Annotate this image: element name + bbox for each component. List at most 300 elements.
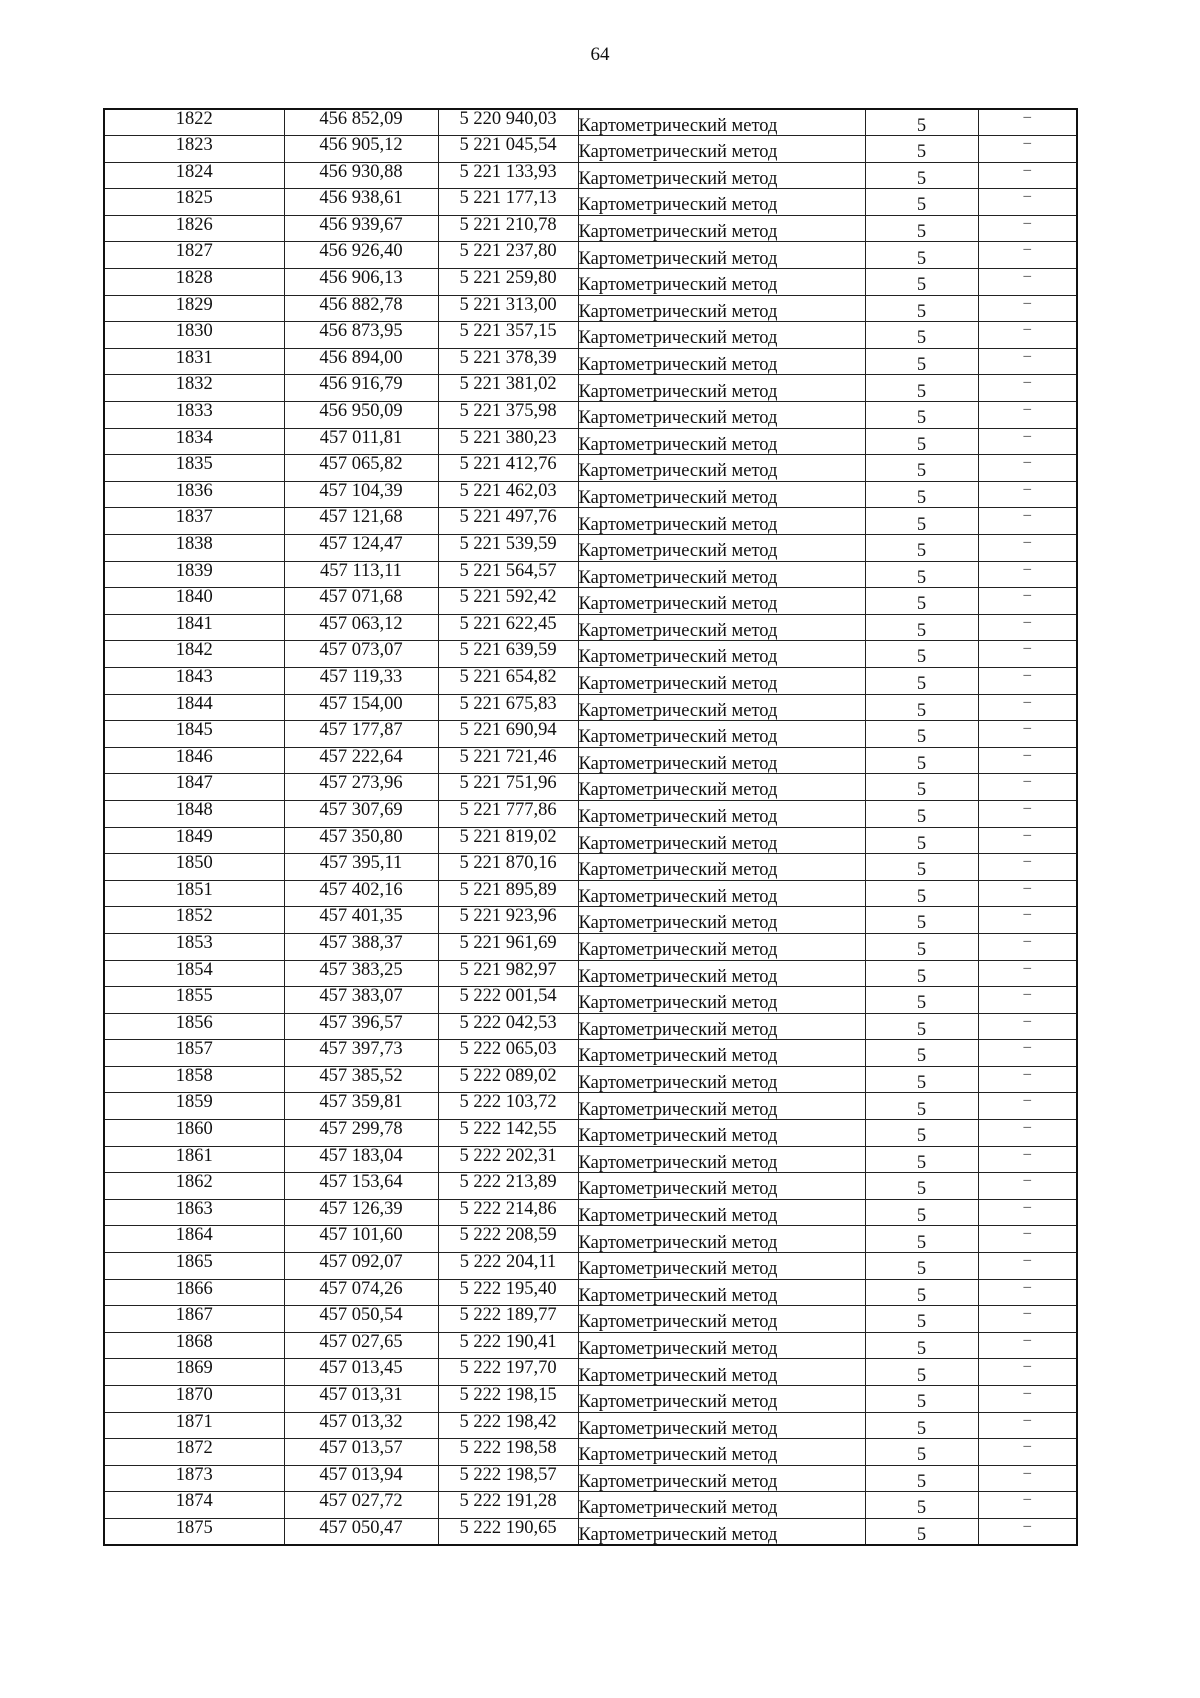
dash-cell: –: [978, 1253, 1077, 1280]
accuracy-cell: 5: [865, 189, 978, 216]
y-coordinate-cell: 5 221 639,59: [438, 641, 578, 668]
x-coordinate-cell: 457 383,07: [284, 987, 438, 1014]
y-coordinate-cell: 5 222 198,15: [438, 1386, 578, 1413]
dash-cell: –: [978, 136, 1077, 163]
y-coordinate-cell: 5 222 190,65: [438, 1518, 578, 1545]
y-coordinate-cell: 5 221 539,59: [438, 535, 578, 562]
method-cell: Картометрический метод: [578, 854, 865, 881]
table-row: [104, 747, 1077, 774]
x-coordinate-cell: 457 071,68: [284, 588, 438, 615]
dash-cell: –: [978, 189, 1077, 216]
method-cell: Картометрический метод: [578, 109, 865, 136]
table-row: [104, 481, 1077, 508]
dash-cell: –: [978, 987, 1077, 1014]
point-number-cell: 1841: [104, 614, 284, 641]
method-cell: Картометрический метод: [578, 189, 865, 216]
y-coordinate-cell: 5 221 313,00: [438, 295, 578, 322]
table-row: [104, 136, 1077, 163]
accuracy-cell: 5: [865, 508, 978, 535]
y-coordinate-cell: 5 222 214,86: [438, 1199, 578, 1226]
x-coordinate-cell: 457 359,81: [284, 1093, 438, 1120]
y-coordinate-cell: 5 221 961,69: [438, 933, 578, 960]
x-coordinate-cell: 456 916,79: [284, 375, 438, 402]
page-number: 64: [590, 44, 610, 65]
accuracy-cell: 5: [865, 1120, 978, 1147]
y-coordinate-cell: 5 221 870,16: [438, 854, 578, 881]
point-number-cell: 1836: [104, 481, 284, 508]
y-coordinate-cell: 5 222 198,57: [438, 1465, 578, 1492]
dash-cell: –: [978, 1066, 1077, 1093]
point-number-cell: 1864: [104, 1226, 284, 1253]
table-row: [104, 1253, 1077, 1280]
y-coordinate-cell: 5 221 462,03: [438, 481, 578, 508]
accuracy-cell: 5: [865, 1279, 978, 1306]
method-cell: Картометрический метод: [578, 721, 865, 748]
point-number-cell: 1828: [104, 269, 284, 296]
table-row: [104, 455, 1077, 482]
point-number-cell: 1837: [104, 508, 284, 535]
y-coordinate-cell: 5 222 089,02: [438, 1066, 578, 1093]
y-coordinate-cell: 5 221 592,42: [438, 588, 578, 615]
y-coordinate-cell: 5 221 237,80: [438, 242, 578, 269]
y-coordinate-cell: 5 221 751,96: [438, 774, 578, 801]
x-coordinate-cell: 457 113,11: [284, 561, 438, 588]
y-coordinate-cell: 5 221 045,54: [438, 136, 578, 163]
dash-cell: –: [978, 1226, 1077, 1253]
dash-cell: –: [978, 588, 1077, 615]
point-number-cell: 1827: [104, 242, 284, 269]
method-cell: Картометрический метод: [578, 162, 865, 189]
point-number-cell: 1826: [104, 215, 284, 242]
dash-cell: –: [978, 1332, 1077, 1359]
point-number-cell: 1855: [104, 987, 284, 1014]
accuracy-cell: 5: [865, 721, 978, 748]
x-coordinate-cell: 457 402,16: [284, 880, 438, 907]
table-row: [104, 641, 1077, 668]
method-cell: Картометрический метод: [578, 800, 865, 827]
dash-cell: –: [978, 721, 1077, 748]
dash-cell: –: [978, 561, 1077, 588]
table-row: [104, 1173, 1077, 1200]
dash-cell: –: [978, 1359, 1077, 1386]
method-cell: Картометрический метод: [578, 455, 865, 482]
x-coordinate-cell: 457 101,60: [284, 1226, 438, 1253]
table-row: [104, 588, 1077, 615]
y-coordinate-cell: 5 221 819,02: [438, 827, 578, 854]
x-coordinate-cell: 457 050,47: [284, 1518, 438, 1545]
y-coordinate-cell: 5 221 982,97: [438, 960, 578, 987]
table-row: [104, 1306, 1077, 1333]
table-row: [104, 162, 1077, 189]
accuracy-cell: 5: [865, 1173, 978, 1200]
y-coordinate-cell: 5 222 202,31: [438, 1146, 578, 1173]
accuracy-cell: 5: [865, 747, 978, 774]
point-number-cell: 1875: [104, 1518, 284, 1545]
table-row: [104, 1359, 1077, 1386]
x-coordinate-cell: 457 074,26: [284, 1279, 438, 1306]
dash-cell: –: [978, 322, 1077, 349]
dash-cell: –: [978, 1146, 1077, 1173]
x-coordinate-cell: 457 027,72: [284, 1492, 438, 1519]
table-row: [104, 348, 1077, 375]
point-number-cell: 1862: [104, 1173, 284, 1200]
point-number-cell: 1851: [104, 880, 284, 907]
dash-cell: –: [978, 1173, 1077, 1200]
point-number-cell: 1857: [104, 1040, 284, 1067]
y-coordinate-cell: 5 222 001,54: [438, 987, 578, 1014]
point-number-cell: 1848: [104, 800, 284, 827]
accuracy-cell: 5: [865, 535, 978, 562]
x-coordinate-cell: 457 011,81: [284, 428, 438, 455]
dash-cell: –: [978, 535, 1077, 562]
table-row: [104, 960, 1077, 987]
x-coordinate-cell: 456 939,67: [284, 215, 438, 242]
accuracy-cell: 5: [865, 614, 978, 641]
accuracy-cell: 5: [865, 1226, 978, 1253]
method-cell: Картометрический метод: [578, 1146, 865, 1173]
table-row: [104, 242, 1077, 269]
y-coordinate-cell: 5 221 177,13: [438, 189, 578, 216]
accuracy-cell: 5: [865, 375, 978, 402]
accuracy-cell: 5: [865, 854, 978, 881]
x-coordinate-cell: 457 013,32: [284, 1412, 438, 1439]
y-coordinate-cell: 5 221 497,76: [438, 508, 578, 535]
point-number-cell: 1834: [104, 428, 284, 455]
x-coordinate-cell: 456 882,78: [284, 295, 438, 322]
y-coordinate-cell: 5 221 381,02: [438, 375, 578, 402]
method-cell: Картометрический метод: [578, 907, 865, 934]
accuracy-cell: 5: [865, 481, 978, 508]
accuracy-cell: 5: [865, 588, 978, 615]
table-row: [104, 694, 1077, 721]
accuracy-cell: 5: [865, 1253, 978, 1280]
dash-cell: –: [978, 481, 1077, 508]
method-cell: Картометрический метод: [578, 1332, 865, 1359]
table-row: [104, 1439, 1077, 1466]
point-number-cell: 1822: [104, 109, 284, 136]
accuracy-cell: 5: [865, 1439, 978, 1466]
accuracy-cell: 5: [865, 1306, 978, 1333]
table-row: [104, 880, 1077, 907]
table-row: [104, 1332, 1077, 1359]
dash-cell: –: [978, 800, 1077, 827]
method-cell: Картометрический метод: [578, 1279, 865, 1306]
y-coordinate-cell: 5 221 259,80: [438, 269, 578, 296]
table-row: [104, 907, 1077, 934]
y-coordinate-cell: 5 221 675,83: [438, 694, 578, 721]
dash-cell: –: [978, 375, 1077, 402]
y-coordinate-cell: 5 222 065,03: [438, 1040, 578, 1067]
table-row: [104, 1518, 1077, 1545]
accuracy-cell: 5: [865, 907, 978, 934]
accuracy-cell: 5: [865, 1013, 978, 1040]
x-coordinate-cell: 457 395,11: [284, 854, 438, 881]
accuracy-cell: 5: [865, 1332, 978, 1359]
x-coordinate-cell: 457 013,94: [284, 1465, 438, 1492]
y-coordinate-cell: 5 221 375,98: [438, 402, 578, 429]
accuracy-cell: 5: [865, 295, 978, 322]
dash-cell: –: [978, 162, 1077, 189]
table-row: [104, 269, 1077, 296]
x-coordinate-cell: 456 894,00: [284, 348, 438, 375]
accuracy-cell: 5: [865, 215, 978, 242]
x-coordinate-cell: 457 397,73: [284, 1040, 438, 1067]
point-number-cell: 1839: [104, 561, 284, 588]
x-coordinate-cell: 457 104,39: [284, 481, 438, 508]
method-cell: Картометрический метод: [578, 1306, 865, 1333]
point-number-cell: 1840: [104, 588, 284, 615]
x-coordinate-cell: 456 905,12: [284, 136, 438, 163]
accuracy-cell: 5: [865, 348, 978, 375]
accuracy-cell: 5: [865, 1412, 978, 1439]
table-row: [104, 535, 1077, 562]
accuracy-cell: 5: [865, 455, 978, 482]
x-coordinate-cell: 457 050,54: [284, 1306, 438, 1333]
table-row: [104, 1040, 1077, 1067]
accuracy-cell: 5: [865, 242, 978, 269]
y-coordinate-cell: 5 221 721,46: [438, 747, 578, 774]
point-number-cell: 1858: [104, 1066, 284, 1093]
x-coordinate-cell: 457 177,87: [284, 721, 438, 748]
method-cell: Картометрический метод: [578, 1465, 865, 1492]
accuracy-cell: 5: [865, 880, 978, 907]
table-row: [104, 827, 1077, 854]
table-row: [104, 1146, 1077, 1173]
x-coordinate-cell: 457 350,80: [284, 827, 438, 854]
x-coordinate-cell: 457 065,82: [284, 455, 438, 482]
point-number-cell: 1867: [104, 1306, 284, 1333]
point-number-cell: 1835: [104, 455, 284, 482]
method-cell: Картометрический метод: [578, 215, 865, 242]
point-number-cell: 1842: [104, 641, 284, 668]
point-number-cell: 1874: [104, 1492, 284, 1519]
method-cell: Картометрический метод: [578, 880, 865, 907]
point-number-cell: 1859: [104, 1093, 284, 1120]
table-row: [104, 428, 1077, 455]
accuracy-cell: 5: [865, 1199, 978, 1226]
dash-cell: –: [978, 1013, 1077, 1040]
x-coordinate-cell: 457 124,47: [284, 535, 438, 562]
x-coordinate-cell: 457 027,65: [284, 1332, 438, 1359]
y-coordinate-cell: 5 222 189,77: [438, 1306, 578, 1333]
dash-cell: –: [978, 747, 1077, 774]
dash-cell: –: [978, 1412, 1077, 1439]
accuracy-cell: 5: [865, 694, 978, 721]
x-coordinate-cell: 457 092,07: [284, 1253, 438, 1280]
dash-cell: –: [978, 614, 1077, 641]
x-coordinate-cell: 457 126,39: [284, 1199, 438, 1226]
coordinates-table-body: [104, 109, 1077, 1545]
method-cell: Картометрический метод: [578, 481, 865, 508]
y-coordinate-cell: 5 221 412,76: [438, 455, 578, 482]
point-number-cell: 1861: [104, 1146, 284, 1173]
table-row: [104, 1279, 1077, 1306]
method-cell: Картометрический метод: [578, 1173, 865, 1200]
accuracy-cell: 5: [865, 1359, 978, 1386]
x-coordinate-cell: 457 013,57: [284, 1439, 438, 1466]
y-coordinate-cell: 5 222 103,72: [438, 1093, 578, 1120]
x-coordinate-cell: 457 119,33: [284, 667, 438, 694]
accuracy-cell: 5: [865, 1066, 978, 1093]
accuracy-cell: 5: [865, 322, 978, 349]
table-row: [104, 800, 1077, 827]
x-coordinate-cell: 457 383,25: [284, 960, 438, 987]
method-cell: Картометрический метод: [578, 269, 865, 296]
point-number-cell: 1833: [104, 402, 284, 429]
method-cell: Картометрический метод: [578, 774, 865, 801]
dash-cell: –: [978, 1386, 1077, 1413]
method-cell: Картометрический метод: [578, 1253, 865, 1280]
y-coordinate-cell: 5 222 198,58: [438, 1439, 578, 1466]
x-coordinate-cell: 457 183,04: [284, 1146, 438, 1173]
point-number-cell: 1832: [104, 375, 284, 402]
y-coordinate-cell: 5 221 690,94: [438, 721, 578, 748]
method-cell: Картометрический метод: [578, 667, 865, 694]
table-row: [104, 215, 1077, 242]
x-coordinate-cell: 456 938,61: [284, 189, 438, 216]
y-coordinate-cell: 5 222 190,41: [438, 1332, 578, 1359]
method-cell: Картометрический метод: [578, 1066, 865, 1093]
dash-cell: –: [978, 1199, 1077, 1226]
point-number-cell: 1849: [104, 827, 284, 854]
method-cell: Картометрический метод: [578, 1359, 865, 1386]
y-coordinate-cell: 5 222 142,55: [438, 1120, 578, 1147]
accuracy-cell: 5: [865, 1093, 978, 1120]
table-row: [104, 1226, 1077, 1253]
accuracy-cell: 5: [865, 800, 978, 827]
table-row: [104, 721, 1077, 748]
table-row: [104, 189, 1077, 216]
table-row: [104, 402, 1077, 429]
dash-cell: –: [978, 641, 1077, 668]
method-cell: Картометрический метод: [578, 1386, 865, 1413]
method-cell: Картометрический метод: [578, 428, 865, 455]
x-coordinate-cell: 457 063,12: [284, 614, 438, 641]
dash-cell: –: [978, 1093, 1077, 1120]
y-coordinate-cell: 5 220 940,03: [438, 109, 578, 136]
dash-cell: –: [978, 907, 1077, 934]
method-cell: Картометрический метод: [578, 1040, 865, 1067]
method-cell: Картометрический метод: [578, 242, 865, 269]
point-number-cell: 1868: [104, 1332, 284, 1359]
table-row: [104, 1093, 1077, 1120]
x-coordinate-cell: 457 396,57: [284, 1013, 438, 1040]
point-number-cell: 1871: [104, 1412, 284, 1439]
x-coordinate-cell: 457 307,69: [284, 800, 438, 827]
y-coordinate-cell: 5 222 042,53: [438, 1013, 578, 1040]
y-coordinate-cell: 5 222 208,59: [438, 1226, 578, 1253]
method-cell: Картометрический метод: [578, 614, 865, 641]
accuracy-cell: 5: [865, 827, 978, 854]
point-number-cell: 1856: [104, 1013, 284, 1040]
point-number-cell: 1846: [104, 747, 284, 774]
method-cell: Картометрический метод: [578, 375, 865, 402]
x-coordinate-cell: 456 926,40: [284, 242, 438, 269]
point-number-cell: 1854: [104, 960, 284, 987]
point-number-cell: 1863: [104, 1199, 284, 1226]
point-number-cell: 1847: [104, 774, 284, 801]
accuracy-cell: 5: [865, 561, 978, 588]
method-cell: Картометрический метод: [578, 1093, 865, 1120]
x-coordinate-cell: 457 299,78: [284, 1120, 438, 1147]
dash-cell: –: [978, 694, 1077, 721]
method-cell: Картометрический метод: [578, 588, 865, 615]
accuracy-cell: 5: [865, 428, 978, 455]
method-cell: Картометрический метод: [578, 1518, 865, 1545]
method-cell: Картометрический метод: [578, 933, 865, 960]
point-number-cell: 1844: [104, 694, 284, 721]
method-cell: Картометрический метод: [578, 561, 865, 588]
dash-cell: –: [978, 1120, 1077, 1147]
x-coordinate-cell: 457 401,35: [284, 907, 438, 934]
dash-cell: –: [978, 295, 1077, 322]
accuracy-cell: 5: [865, 774, 978, 801]
coordinates-table: [103, 108, 1078, 1546]
point-number-cell: 1873: [104, 1465, 284, 1492]
table-row: [104, 1120, 1077, 1147]
dash-cell: –: [978, 109, 1077, 136]
method-cell: Картометрический метод: [578, 827, 865, 854]
x-coordinate-cell: 456 930,88: [284, 162, 438, 189]
table-row: [104, 1412, 1077, 1439]
point-number-cell: 1829: [104, 295, 284, 322]
method-cell: Картометрический метод: [578, 960, 865, 987]
method-cell: Картометрический метод: [578, 747, 865, 774]
x-coordinate-cell: 457 273,96: [284, 774, 438, 801]
x-coordinate-cell: 457 154,00: [284, 694, 438, 721]
x-coordinate-cell: 456 906,13: [284, 269, 438, 296]
y-coordinate-cell: 5 221 895,89: [438, 880, 578, 907]
point-number-cell: 1869: [104, 1359, 284, 1386]
dash-cell: –: [978, 854, 1077, 881]
method-cell: Картометрический метод: [578, 987, 865, 1014]
x-coordinate-cell: 456 950,09: [284, 402, 438, 429]
dash-cell: –: [978, 508, 1077, 535]
dash-cell: –: [978, 242, 1077, 269]
dash-cell: –: [978, 455, 1077, 482]
method-cell: Картометрический метод: [578, 535, 865, 562]
table-row: [104, 854, 1077, 881]
x-coordinate-cell: 457 013,45: [284, 1359, 438, 1386]
point-number-cell: 1860: [104, 1120, 284, 1147]
dash-cell: –: [978, 1279, 1077, 1306]
dash-cell: –: [978, 1040, 1077, 1067]
table-row: [104, 1066, 1077, 1093]
y-coordinate-cell: 5 222 197,70: [438, 1359, 578, 1386]
y-coordinate-cell: 5 222 195,40: [438, 1279, 578, 1306]
dash-cell: –: [978, 667, 1077, 694]
dash-cell: –: [978, 880, 1077, 907]
accuracy-cell: 5: [865, 667, 978, 694]
accuracy-cell: 5: [865, 162, 978, 189]
method-cell: Картометрический метод: [578, 295, 865, 322]
table-row: [104, 1465, 1077, 1492]
point-number-cell: 1870: [104, 1386, 284, 1413]
y-coordinate-cell: 5 221 378,39: [438, 348, 578, 375]
dash-cell: –: [978, 1439, 1077, 1466]
dash-cell: –: [978, 215, 1077, 242]
y-coordinate-cell: 5 222 213,89: [438, 1173, 578, 1200]
dash-cell: –: [978, 1492, 1077, 1519]
y-coordinate-cell: 5 221 622,45: [438, 614, 578, 641]
point-number-cell: 1872: [104, 1439, 284, 1466]
y-coordinate-cell: 5 221 380,23: [438, 428, 578, 455]
table-row: [104, 561, 1077, 588]
method-cell: Картометрический метод: [578, 1226, 865, 1253]
y-coordinate-cell: 5 222 198,42: [438, 1412, 578, 1439]
point-number-cell: 1825: [104, 189, 284, 216]
x-coordinate-cell: 457 222,64: [284, 747, 438, 774]
